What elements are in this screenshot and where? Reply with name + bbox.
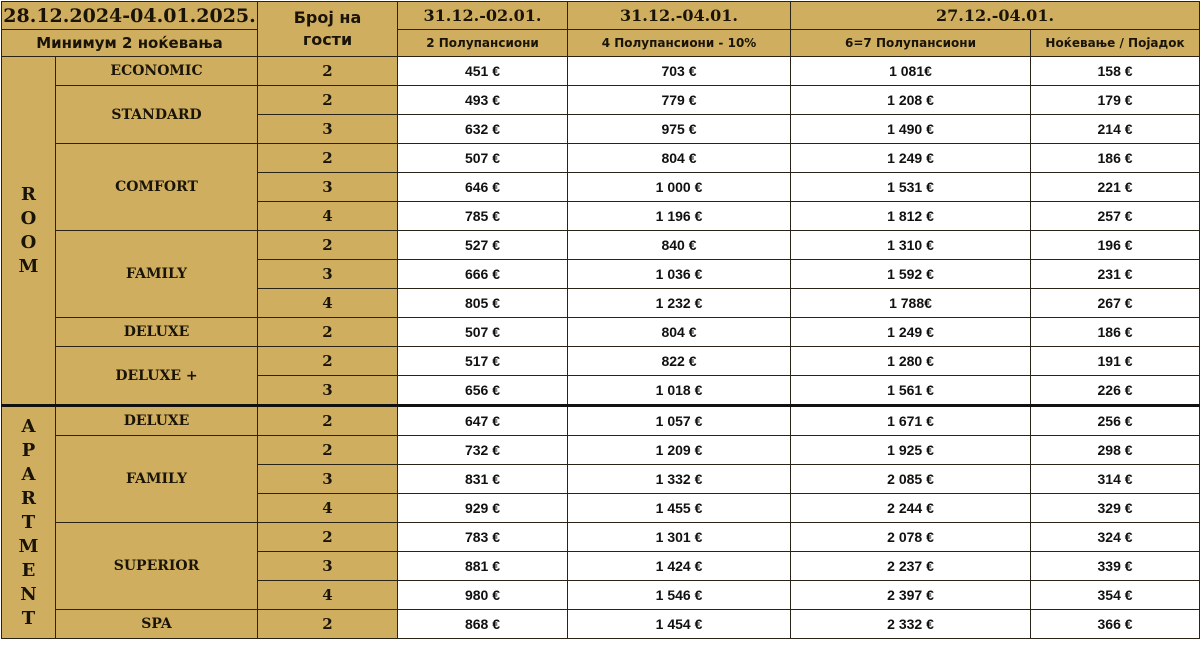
price-cell: 2 078 € <box>791 523 1031 552</box>
price-cell: 1 196 € <box>568 202 791 231</box>
price-cell: 191 € <box>1031 347 1200 376</box>
guest-count: 3 <box>258 552 398 581</box>
section-letter: M <box>18 255 39 277</box>
table-row <box>2 523 1200 552</box>
period-header-2: 31.12.-04.01. <box>568 2 791 30</box>
price-cell: 186 € <box>1031 318 1200 347</box>
price-cell: 805 € <box>398 289 568 318</box>
guest-count: 3 <box>258 260 398 289</box>
room-section-label <box>2 57 56 406</box>
room-type: STANDARD <box>56 86 258 144</box>
price-cell: 1 280 € <box>791 347 1031 376</box>
guest-count: 3 <box>258 173 398 202</box>
price-cell: 1 301 € <box>568 523 791 552</box>
price-cell: 179 € <box>1031 86 1200 115</box>
guest-count: 2 <box>258 406 398 436</box>
price-cell: 656 € <box>398 376 568 406</box>
section-letter: E <box>21 559 36 581</box>
price-cell: 1 018 € <box>568 376 791 406</box>
price-table <box>1 1 1200 639</box>
price-cell: 980 € <box>398 581 568 610</box>
price-cell: 804 € <box>568 318 791 347</box>
guest-count: 2 <box>258 144 398 173</box>
price-cell: 840 € <box>568 231 791 260</box>
price-cell: 1 490 € <box>791 115 1031 144</box>
price-cell: 1 332 € <box>568 465 791 494</box>
price-cell: 632 € <box>398 115 568 144</box>
section-letter: R <box>21 183 36 205</box>
price-cell: 2 397 € <box>791 581 1031 610</box>
package-header-2: 4 Полупансиони - 10% <box>568 30 791 57</box>
room-type: DELUXE <box>56 406 258 436</box>
price-cell: 703 € <box>568 57 791 86</box>
price-cell: 517 € <box>398 347 568 376</box>
price-cell: 831 € <box>398 465 568 494</box>
apartment-section-label <box>2 406 56 639</box>
header-row-packages <box>2 30 1200 57</box>
price-cell: 1 424 € <box>568 552 791 581</box>
guest-count: 2 <box>258 610 398 639</box>
price-cell: 732 € <box>398 436 568 465</box>
table-row <box>2 86 1200 115</box>
guest-count: 3 <box>258 465 398 494</box>
price-cell: 666 € <box>398 260 568 289</box>
price-cell: 1 546 € <box>568 581 791 610</box>
minimum-nights: Минимум 2 ноќевања <box>2 30 258 57</box>
guest-count: 2 <box>258 318 398 347</box>
guests-header <box>258 2 398 57</box>
price-cell: 256 € <box>1031 406 1200 436</box>
section-letter: O <box>20 231 37 253</box>
price-cell: 221 € <box>1031 173 1200 202</box>
price-cell: 975 € <box>568 115 791 144</box>
price-cell: 231 € <box>1031 260 1200 289</box>
room-type: DELUXE <box>56 318 258 347</box>
price-cell: 1 081€ <box>791 57 1031 86</box>
room-type: COMFORT <box>56 144 258 231</box>
period-header-1: 31.12.-02.01. <box>398 2 568 30</box>
room-type: FAMILY <box>56 231 258 318</box>
period-header-3: 27.12.-04.01. <box>791 2 1200 30</box>
table-row <box>2 347 1200 376</box>
price-cell: 1 454 € <box>568 610 791 639</box>
section-letter: N <box>20 583 37 605</box>
price-cell: 646 € <box>398 173 568 202</box>
guest-count: 2 <box>258 231 398 260</box>
price-cell: 647 € <box>398 406 568 436</box>
table-row <box>2 610 1200 639</box>
header-row-periods <box>2 2 1200 30</box>
price-cell: 339 € <box>1031 552 1200 581</box>
package-header-1: 2 Полупансиони <box>398 30 568 57</box>
guest-count: 2 <box>258 523 398 552</box>
room-type: ECONOMIC <box>56 57 258 86</box>
room-type: SUPERIOR <box>56 523 258 610</box>
section-letter: T <box>21 607 36 629</box>
price-cell: 1 036 € <box>568 260 791 289</box>
price-cell: 1 455 € <box>568 494 791 523</box>
section-letter: A <box>21 415 36 437</box>
price-cell: 1 310 € <box>791 231 1031 260</box>
guest-count: 4 <box>258 289 398 318</box>
guest-count: 3 <box>258 115 398 144</box>
price-cell: 785 € <box>398 202 568 231</box>
price-cell: 779 € <box>568 86 791 115</box>
table-row <box>2 436 1200 465</box>
price-cell: 1 249 € <box>791 144 1031 173</box>
price-cell: 314 € <box>1031 465 1200 494</box>
price-cell: 186 € <box>1031 144 1200 173</box>
table-row <box>2 406 1200 436</box>
price-cell: 1 249 € <box>791 318 1031 347</box>
room-type: DELUXE + <box>56 347 258 406</box>
price-cell: 1 232 € <box>568 289 791 318</box>
room-type: SPA <box>56 610 258 639</box>
price-cell: 527 € <box>398 231 568 260</box>
date-range: 28.12.2024-04.01.2025. <box>2 2 258 30</box>
price-cell: 354 € <box>1031 581 1200 610</box>
price-cell: 822 € <box>568 347 791 376</box>
price-cell: 868 € <box>398 610 568 639</box>
section-letter: O <box>20 207 37 229</box>
price-cell: 1 788€ <box>791 289 1031 318</box>
price-cell: 257 € <box>1031 202 1200 231</box>
price-cell: 329 € <box>1031 494 1200 523</box>
table-row <box>2 231 1200 260</box>
section-letter: A <box>21 463 36 485</box>
price-cell: 1 925 € <box>791 436 1031 465</box>
guest-count: 4 <box>258 581 398 610</box>
price-cell: 214 € <box>1031 115 1200 144</box>
package-header-3: 6=7 Полупансиони <box>791 30 1031 57</box>
package-header-4: Ноќевање / Појадок <box>1031 30 1200 57</box>
price-cell: 366 € <box>1031 610 1200 639</box>
table-row <box>2 144 1200 173</box>
price-cell: 2 085 € <box>791 465 1031 494</box>
price-cell: 1 209 € <box>568 436 791 465</box>
price-cell: 267 € <box>1031 289 1200 318</box>
price-cell: 929 € <box>398 494 568 523</box>
room-type: FAMILY <box>56 436 258 523</box>
section-letter: P <box>21 439 36 461</box>
price-cell: 1 208 € <box>791 86 1031 115</box>
price-cell: 158 € <box>1031 57 1200 86</box>
price-cell: 1 592 € <box>791 260 1031 289</box>
price-cell: 196 € <box>1031 231 1200 260</box>
guest-count: 2 <box>258 57 398 86</box>
price-cell: 1 057 € <box>568 406 791 436</box>
guests-header-line-1: Број на <box>293 8 362 27</box>
price-cell: 1 812 € <box>791 202 1031 231</box>
table-row <box>2 318 1200 347</box>
price-cell: 804 € <box>568 144 791 173</box>
guest-count: 4 <box>258 202 398 231</box>
section-letter: R <box>21 487 36 509</box>
guest-count: 2 <box>258 347 398 376</box>
guest-count: 2 <box>258 86 398 115</box>
section-letter: M <box>18 535 39 557</box>
table-row <box>2 57 1200 86</box>
price-cell: 1 671 € <box>791 406 1031 436</box>
price-cell: 1 561 € <box>791 376 1031 406</box>
price-cell: 507 € <box>398 144 568 173</box>
price-cell: 2 332 € <box>791 610 1031 639</box>
guest-count: 3 <box>258 376 398 406</box>
section-letter: T <box>21 511 36 533</box>
price-cell: 226 € <box>1031 376 1200 406</box>
price-cell: 881 € <box>398 552 568 581</box>
price-cell: 507 € <box>398 318 568 347</box>
price-cell: 1 531 € <box>791 173 1031 202</box>
price-cell: 451 € <box>398 57 568 86</box>
price-cell: 783 € <box>398 523 568 552</box>
price-cell: 1 000 € <box>568 173 791 202</box>
price-cell: 2 244 € <box>791 494 1031 523</box>
guest-count: 2 <box>258 436 398 465</box>
price-cell: 298 € <box>1031 436 1200 465</box>
price-cell: 2 237 € <box>791 552 1031 581</box>
price-cell: 324 € <box>1031 523 1200 552</box>
guest-count: 4 <box>258 494 398 523</box>
guests-header-line-2: гости <box>302 30 353 49</box>
price-cell: 493 € <box>398 86 568 115</box>
